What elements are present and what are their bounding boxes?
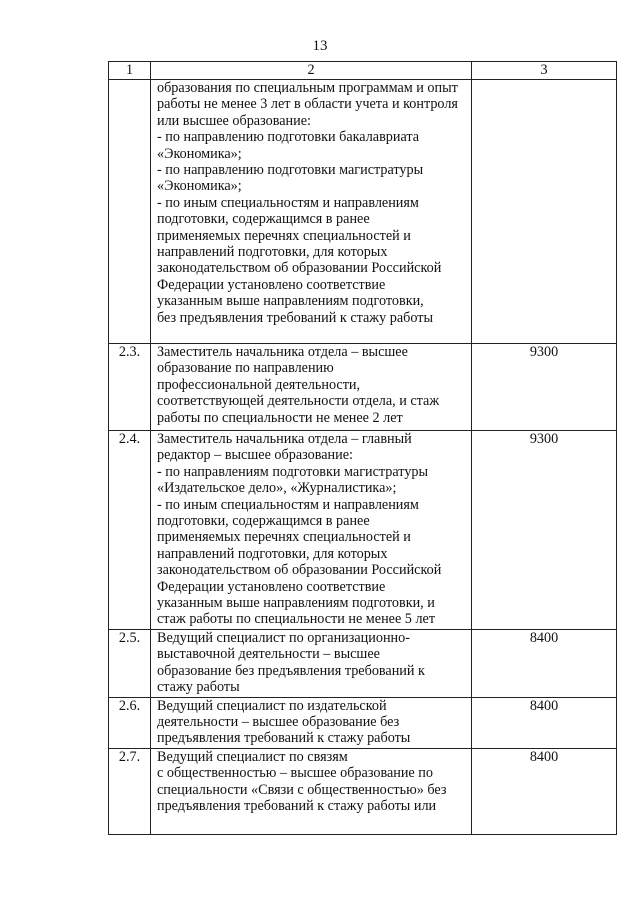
description-line: применяемых перечнях специальностей и xyxy=(157,227,411,244)
description-line: профессиональной деятельности, xyxy=(157,376,361,393)
description-line: подготовки, содержащимся в ранее xyxy=(157,211,370,228)
description-line: стажу работы xyxy=(157,679,240,696)
description-line: «Экономика»; xyxy=(157,145,242,162)
description-line: без предъявления требований к стажу работы xyxy=(157,309,433,326)
description-line: - по направлению подготовки магистратуры xyxy=(157,162,424,179)
row-number: 2.4. xyxy=(109,431,151,630)
description-line: деятельности – высшее образование без xyxy=(157,714,400,731)
table-row xyxy=(109,431,617,630)
row-value xyxy=(472,80,617,344)
description-line: с общественностью – высшее образование по xyxy=(157,765,433,782)
row-description xyxy=(151,748,472,834)
description-line: предъявления требований к стажу работы или xyxy=(157,798,437,815)
row-value: 8400 xyxy=(472,697,617,748)
table-row xyxy=(109,630,617,698)
row-number: 2.6. xyxy=(109,697,151,748)
row-description xyxy=(151,697,472,748)
description-line: - по иным специальностям и направлениям xyxy=(157,194,419,211)
description-line: Федерации установлено соответствие xyxy=(157,578,386,595)
row-value: 8400 xyxy=(472,748,617,834)
description-line: «Издательское дело», «Журналистика»; xyxy=(157,480,397,497)
description-line: или высшее образование: xyxy=(157,112,311,129)
description-line: редактор – высшее образование: xyxy=(157,447,353,464)
table-row xyxy=(109,748,617,834)
description-line: работы по специальности не менее 2 лет xyxy=(157,409,403,426)
row-description xyxy=(151,80,472,344)
description-line: стаж работы по специальности не менее 5 лет xyxy=(157,611,436,628)
row-number: 2.7. xyxy=(109,748,151,834)
page-number: 13 xyxy=(312,38,328,54)
description-line: специальности «Связи с общественностью» без xyxy=(157,781,447,798)
description-line: Ведущий специалист по издательской xyxy=(157,697,387,714)
description-line: Ведущий специалист по организационно- xyxy=(157,630,410,646)
row-number: 2.5. xyxy=(109,630,151,698)
description-line: предъявления требований к стажу работы xyxy=(157,730,411,747)
row-value: 8400 xyxy=(472,630,617,698)
table-header-row xyxy=(109,62,617,80)
column-header-number: 1 xyxy=(109,62,151,80)
column-header-description: 2 xyxy=(151,62,472,80)
description-line: образование по направлению xyxy=(157,360,334,377)
description-line: работы не менее 3 лет в области учета и контроля xyxy=(157,96,458,113)
row-description xyxy=(151,630,472,698)
description-line: - по иным специальностям и направлениям xyxy=(157,496,419,513)
description-line: - по направлениям подготовки магистратуры xyxy=(157,463,429,480)
description-line: указанным выше направлениям подготовки, xyxy=(157,293,424,310)
table-row xyxy=(109,344,617,431)
description-line: - по направлению подготовки бакалавриата xyxy=(157,129,420,146)
row-value: 9300 xyxy=(472,431,617,630)
row-description xyxy=(151,431,472,630)
description-line: направлений подготовки, для которых xyxy=(157,545,388,562)
table-row xyxy=(109,697,617,748)
description-line: законодательством об образовании Российской xyxy=(157,562,442,579)
description-line: Ведущий специалист по связям xyxy=(157,748,348,765)
table-body xyxy=(109,62,617,835)
description-line: выставочной деятельности – высшее xyxy=(157,646,380,663)
row-description xyxy=(151,344,472,431)
column-header-value: 3 xyxy=(472,62,617,80)
description-line: соответствующей деятельности отдела, и стаж xyxy=(157,393,440,410)
description-line: Заместитель начальника отдела – главный xyxy=(157,431,412,447)
table-row xyxy=(109,80,617,344)
salary-table xyxy=(108,61,617,835)
row-number: 2.3. xyxy=(109,344,151,431)
description-line: Заместитель начальника отдела – высшее xyxy=(157,344,408,360)
description-line: применяемых перечнях специальностей и xyxy=(157,529,411,546)
description-line: законодательством об образовании Российской xyxy=(157,260,442,277)
row-number xyxy=(109,80,151,344)
description-line: направлений подготовки, для которых xyxy=(157,244,388,261)
description-line: Федерации установлено соответствие xyxy=(157,276,386,293)
description-line: указанным выше направлениям подготовки, и xyxy=(157,595,435,612)
description-line: «Экономика»; xyxy=(157,178,242,195)
row-value: 9300 xyxy=(472,344,617,431)
description-line: подготовки, содержащимся в ранее xyxy=(157,513,370,530)
description-line: образования по специальным программам и опыт xyxy=(157,80,458,96)
description-line: образование без предъявления требований к xyxy=(157,662,425,679)
